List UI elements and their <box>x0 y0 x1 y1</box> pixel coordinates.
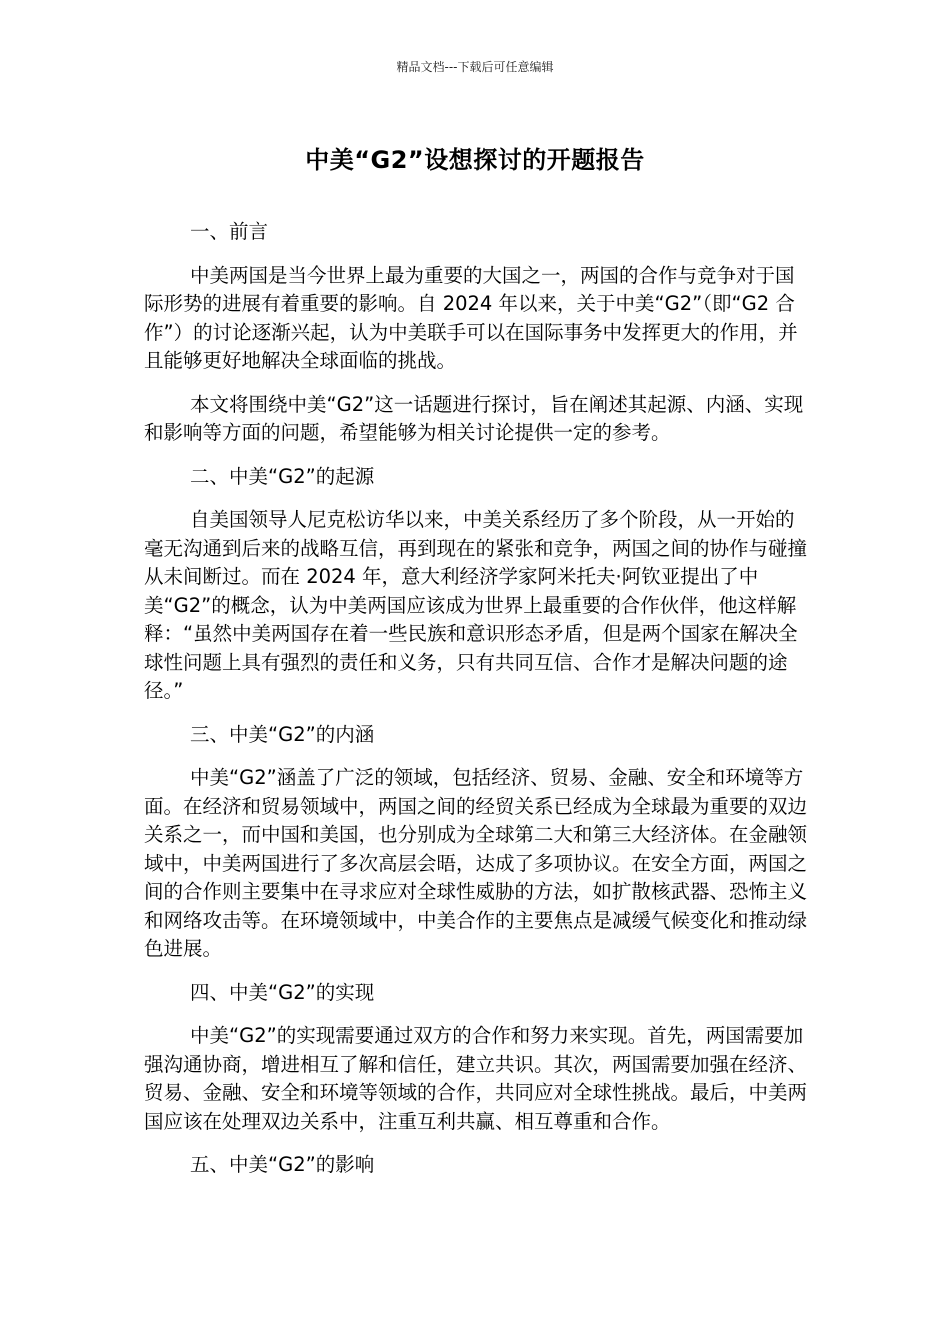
section-heading-origin: 二、中美“G2”的起源 <box>190 464 375 488</box>
page-header-note: 精品文档---下载后可任意编辑 <box>396 60 554 74</box>
document-body <box>144 218 808 1195</box>
paragraph: 中美“G2”涵盖了广泛的领域，包括经济、贸易、金融、安全和环境等方面。在经济和贸易领域中，两国之间的经贸关系已经成为全球最为重要的双边关系之一，而中国和美国，也分别成为全球第二大和第三大经济体。在金融领域中，中美两国进行了多次高层会晤，达成了多项协议。在安全方面，两国之间的合作则主要集中在寻求应对全球性威胁的方法，如扩散核武器、恐怖主义和网络攻击等。在环境领域中，中美合作的主要焦点是减缓气候变化和推动绿色进展。 <box>144 766 808 960</box>
section-heading-impact: 五、中美“G2”的影响 <box>190 1153 375 1176</box>
document-title: 中美“G2”设想探讨的开题报告 <box>305 146 645 174</box>
paragraph: 本文将围绕中美“G2”这一话题进行探讨，旨在阐述其起源、内涵、实现和影响等方面的问题，希望能够为相关讨论提供一定的参考。 <box>144 392 804 444</box>
paragraph: 中美两国是当今世界上最为重要的大国之一，两国的合作与竞争对于国际形势的进展有着重要的影响。自 2024 年以来，关于中美“G2”（即“G2 合作”）的讨论逐渐兴起，认为中美联手可以在国际事务中发挥更大的作用，并且能够更好地解决全球面临的挑战。 <box>144 263 798 372</box>
section-heading-realization: 四、中美“G2”的实现 <box>190 980 375 1004</box>
section-heading-preface: 一、前言 <box>190 220 269 243</box>
section-heading-connotation: 三、中美“G2”的内涵 <box>190 722 375 746</box>
paragraph: 中美“G2”的实现需要通过双方的合作和努力来实现。首先，两国需要加强沟通协商，增进相互了解和信任，建立共识。其次，两国需要加强在经济、贸易、金融、安全和环境等领域的合作，共同应对全球性挑战。最后，中美两国应该在处理双边关系中，注重互利共赢、相互尊重和合作。 <box>144 1024 808 1133</box>
paragraph: 自美国领导人尼克松访华以来，中美关系经历了多个阶段，从一开始的毫无沟通到后来的战略互信，再到现在的紧张和竞争，两国之间的协作与碰撞从未间断过。而在 2024 年，意大利经济学家阿米托夫·阿钦亚提出了中美“G2”的概念，认为中美两国应该成为世界上最重要的合作伙伴，他这样解释：“虽然中美两国存在着一些民族和意识形态矛盾，但是两个国家在解决全球性问题上具有强烈的责任和义务，只有共同互信、合作才是解决问题的途径。” <box>144 508 808 702</box>
